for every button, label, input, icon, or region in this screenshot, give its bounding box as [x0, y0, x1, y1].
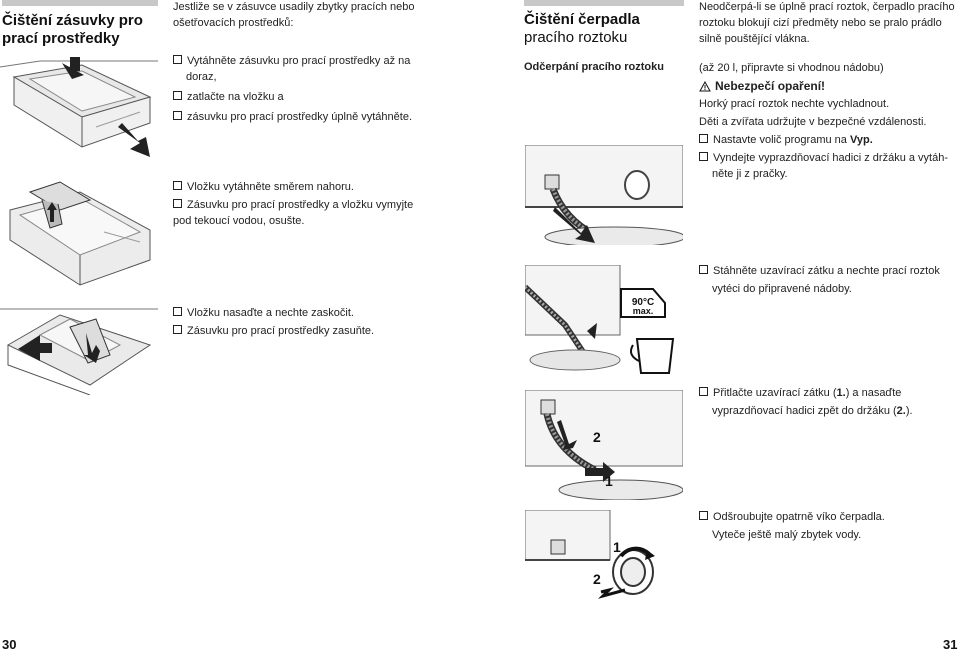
figure-insert-remove [0, 180, 158, 290]
list-item: Vložku nasaďte a nechte zaskočit. [173, 305, 374, 321]
list-item-continuation: pod tekoucí vodou, osušte. [173, 215, 305, 227]
figure-unscrew-cap [525, 510, 683, 610]
checkbox-icon [173, 55, 182, 64]
title-line: pracího roztoku [524, 29, 628, 46]
checkbox-icon [173, 199, 182, 208]
text-line: silně pouštějící vlákna. [699, 33, 810, 45]
temp-label: max. [632, 306, 654, 316]
list-item: Zásuvku pro prací prostředky zasuňte. [173, 323, 374, 339]
list-item: zatlačte na vložku a [173, 89, 412, 105]
list-item-continuation: vytéci do připravené nádoby. [712, 283, 852, 295]
figure-drawer-pull [0, 57, 158, 162]
page-number-left: 30 [2, 637, 17, 652]
checkbox-icon [173, 111, 182, 120]
text-line: Neodčerpá-li se úplně prací roztok, čerpadlo pracího [699, 1, 955, 13]
step3-list [173, 305, 374, 339]
figure-drain-bucket [525, 265, 683, 375]
checkbox-icon [699, 265, 708, 274]
title-line: Čištění čerpadla [524, 11, 640, 28]
text-line: (až 20 l, připravte si vhodnou nádobu) [699, 62, 884, 74]
list-item-continuation: vyprazdňovací hadici zpět do držáku (2.). [712, 405, 913, 417]
checkbox-icon [699, 511, 708, 520]
checkbox-icon [173, 307, 182, 316]
figure-insert-replace [0, 305, 158, 395]
bucket-icon [637, 339, 673, 373]
text-line: Jestliže se v zásuvce usadily zbytky pracích nebo [173, 1, 415, 13]
checkbox-icon [173, 325, 182, 334]
figure-label: 1 [605, 473, 613, 489]
text-line: ošetřovacích prostředků: [173, 17, 294, 29]
section-title-pump [524, 11, 640, 47]
checkbox-icon [173, 181, 182, 190]
intro-text-right [699, 0, 955, 47]
list-item: Stáhněte uzavírací zátku a nechte prací roztok [699, 263, 940, 279]
drain-step [699, 263, 940, 297]
step2-list [173, 179, 413, 229]
list-item: Odšroubujte opatrně víko čerpadla. [699, 509, 885, 525]
list-item: Vytáhněte zásuvku pro prací prostředky až na [173, 53, 412, 69]
title-line: prací prostředky [2, 30, 120, 47]
checkbox-icon [699, 387, 708, 396]
checkbox-icon [699, 152, 708, 161]
text-line: Vyteče ještě malý zbytek vody. [712, 529, 862, 541]
list-item: Vyndejte vyprazdňovací hadici z držáku a vytáh- [699, 150, 959, 166]
list-item: Přitlačte uzavírací zátku (1.) a nasaďte [699, 385, 913, 401]
step1-list [173, 53, 412, 125]
figure-label: 1 [613, 539, 621, 555]
text-line: Horký prací roztok nechte vychladnout. [699, 98, 890, 110]
plug-step [699, 385, 913, 419]
title-bar-left [2, 0, 158, 6]
figure-hose-pull [525, 145, 683, 245]
unscrew-step [699, 509, 885, 543]
title-bar-right [524, 0, 684, 6]
figure-label: 2 [593, 429, 601, 445]
section-title-drawer [2, 12, 143, 48]
text-line: roztoku blokují cizí předměty nebo se pralo prádlo [699, 17, 942, 29]
list-item: Vložku vytáhněte směrem nahoru. [173, 179, 413, 195]
list-item: zásuvku pro prací prostředky úplně vytáhněte. [173, 109, 412, 125]
list-item: Zásuvku pro prací prostředky a vložku vymyjte [173, 197, 413, 213]
list-item-continuation: něte ji z pračky. [712, 168, 788, 180]
drain-instructions [699, 60, 959, 182]
page-number-right: 31 [943, 637, 958, 652]
list-item-continuation: doraz, [186, 71, 217, 83]
temp-label: 90°C [631, 297, 655, 308]
title-line: Čištění zásuvky pro [2, 12, 143, 29]
text-line: Děti a zvířata udržujte v bezpečné vzdálenosti. [699, 116, 927, 128]
warning-triangle-icon [699, 81, 711, 92]
checkbox-icon [699, 134, 708, 143]
subsection-heading: Odčerpání pracího roztoku [524, 61, 664, 73]
warning-line: Nebezpečí opaření! [699, 78, 959, 94]
figure-label: 2 [593, 571, 601, 587]
figure-plug-replace [525, 390, 683, 500]
intro-text-left [173, 0, 415, 31]
list-item: Nastavte volič programu na Vyp. [699, 132, 959, 148]
checkbox-icon [173, 91, 182, 100]
